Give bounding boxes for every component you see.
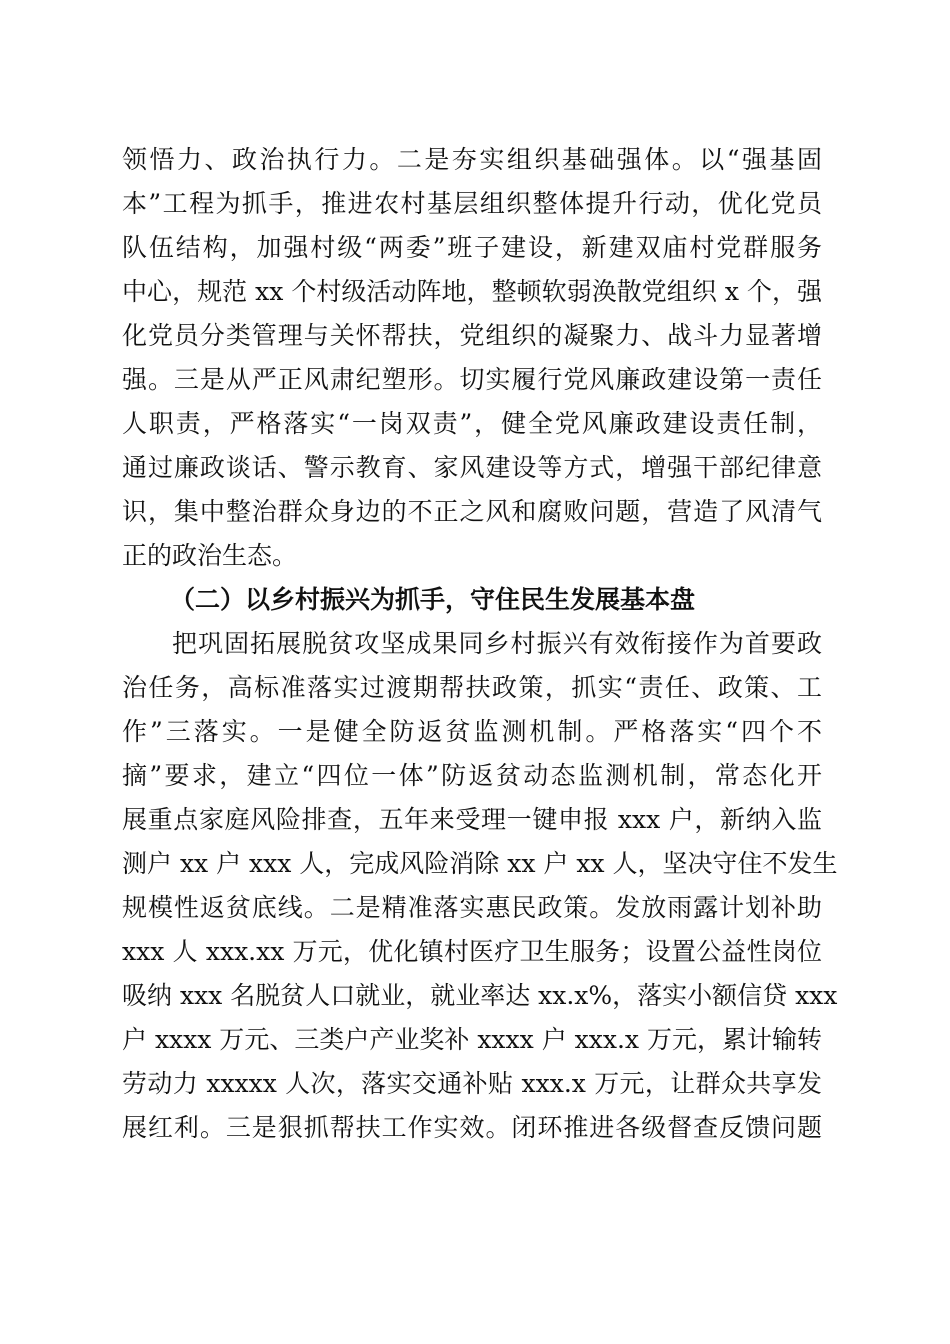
paragraph1-line-1: 领悟力、政治执行力。二是夯实组织基础强体。以“强基固 bbox=[122, 145, 822, 174]
paragraph2-line-7: 规模性返贫底线。二是精准落实惠民政策。发放雨露计划补助 bbox=[122, 893, 822, 922]
paragraph2-line-3: 作”三落实。一是健全防返贫监测机制。严格落实“四个不 bbox=[122, 717, 822, 746]
paragraph1-line-3: 队伍结构，加强村级“两委”班子建设，新建双庙村党群服务 bbox=[122, 233, 822, 262]
paragraph1-line-10: 正的政治生态。 bbox=[122, 541, 298, 570]
paragraph1-line-9: 识，集中整治群众身边的不正之风和腐败问题，营造了风清气 bbox=[122, 497, 822, 526]
paragraph2-line-12: 展红利。三是狠抓帮扶工作实效。闭环推进各级督查反馈问题 bbox=[122, 1113, 822, 1142]
paragraph2-line-6: 测户 xx 户 xxx 人，完成风险消除 xx 户 xx 人，坚决守住不发生 bbox=[122, 849, 838, 878]
paragraph1-line-5: 化党员分类管理与关怀帮扶，党组织的凝聚力、战斗力显著增 bbox=[122, 321, 822, 350]
document-body bbox=[122, 0, 838, 1344]
paragraph1-line-8: 通过廉政谈话、警示教育、家风建设等方式，增强干部纪律意 bbox=[122, 453, 822, 482]
section-heading: （二）以乡村振兴为抓手，守住民生发展基本盘 bbox=[170, 585, 696, 614]
paragraph1-line-6: 强。三是从严正风肃纪塑形。切实履行党风廉政建设第一责任 bbox=[122, 365, 822, 394]
paragraph1-line-2: 本”工程为抓手，推进农村基层组织整体提升行动，优化党员 bbox=[122, 189, 822, 218]
paragraph2-line-8: xxx 人 xxx.xx 万元，优化镇村医疗卫生服务；设置公益性岗位 bbox=[122, 937, 822, 966]
paragraph2-line-4: 摘”要求，建立“四位一体”防返贫动态监测机制，常态化开 bbox=[122, 761, 822, 790]
paragraph2-line-10: 户 xxxx 万元、三类户产业奖补 xxxx 户 xxx.x 万元，累计输转 bbox=[122, 1025, 822, 1054]
paragraph2-line-11: 劳动力 xxxxx 人次，落实交通补贴 xxx.x 万元，让群众共享发 bbox=[122, 1069, 822, 1098]
paragraph2-line-1: 把巩固拓展脱贫攻坚成果同乡村振兴有效衔接作为首要政 bbox=[172, 629, 822, 658]
paragraph1-line-7: 人职责，严格落实“一岗双责”，健全党风廉政建设责任制， bbox=[122, 409, 822, 438]
paragraph2-line-9: 吸纳 xxx 名脱贫人口就业，就业率达 xx.x%，落实小额信贷 xxx bbox=[122, 981, 838, 1010]
paragraph1-line-4: 中心，规范 xx 个村级活动阵地，整顿软弱涣散党组织 x 个，强 bbox=[122, 277, 822, 306]
paragraph2-line-2: 治任务，高标准落实过渡期帮扶政策，抓实“责任、政策、工 bbox=[122, 673, 822, 702]
paragraph2-line-5: 展重点家庭风险排查，五年来受理一键申报 xxx 户，新纳入监 bbox=[122, 805, 822, 834]
